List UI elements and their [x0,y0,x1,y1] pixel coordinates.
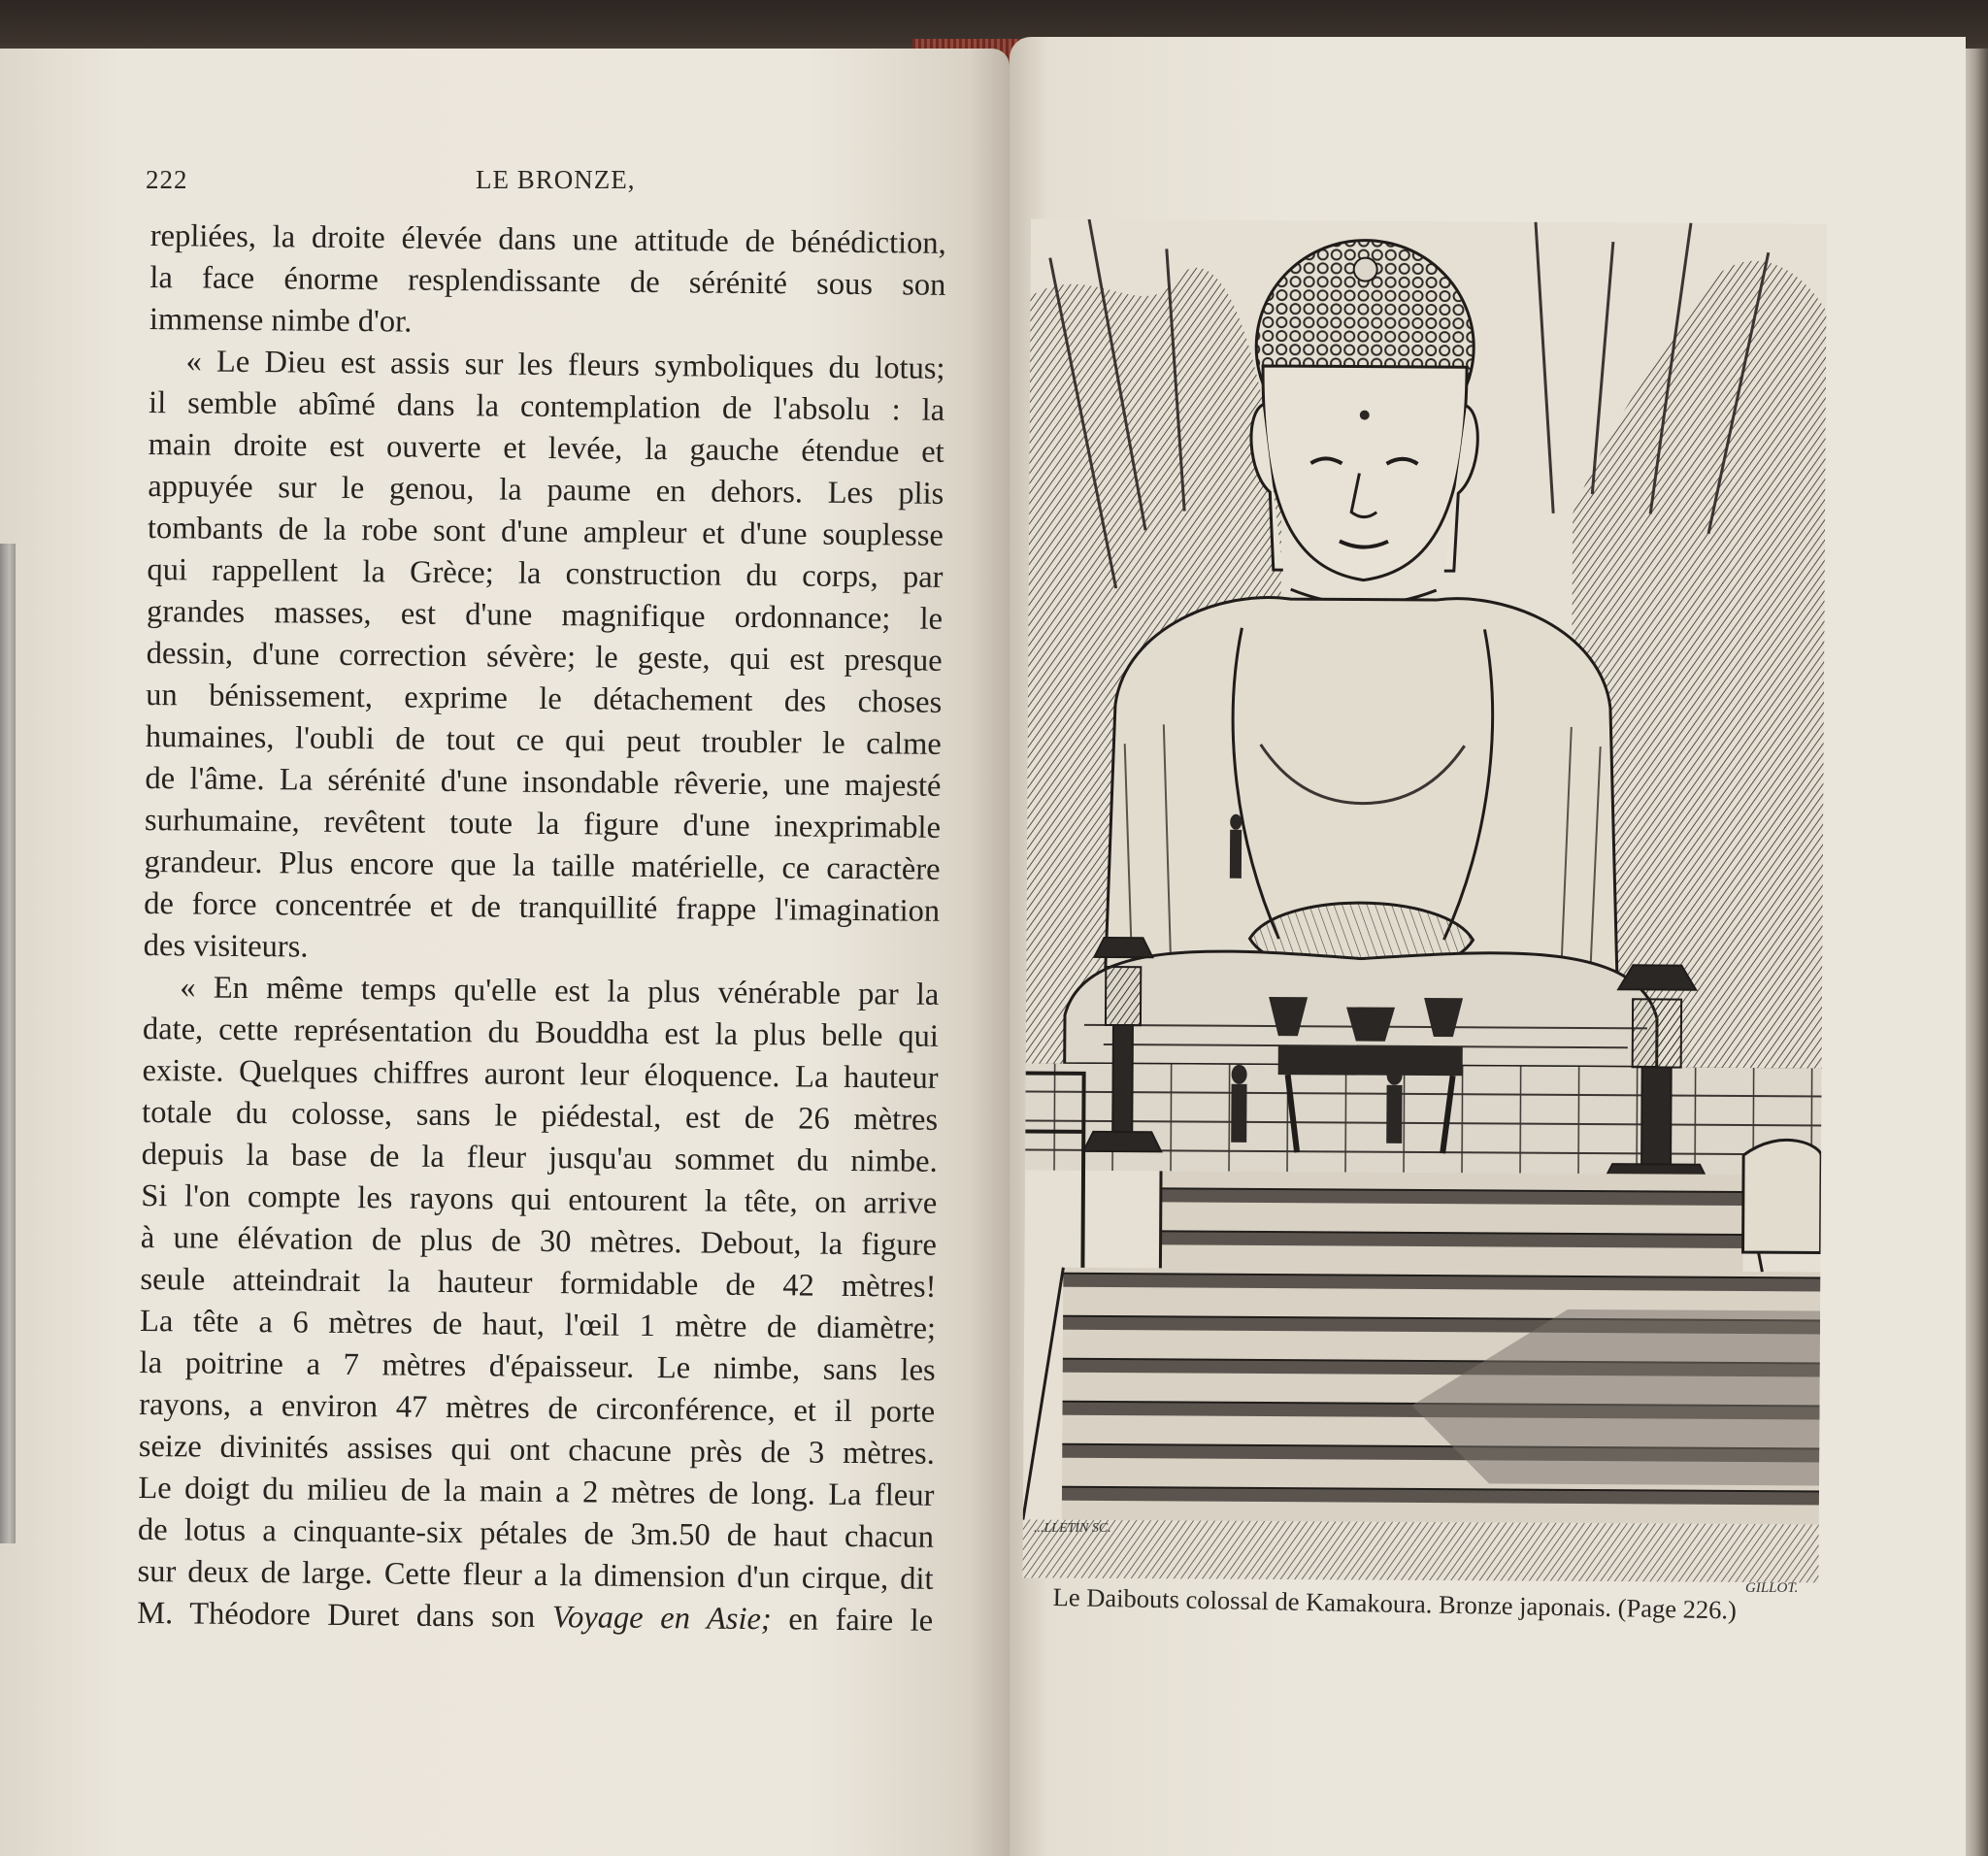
text-line-last [137,1593,933,1642]
text-line: « En même temps qu'elle est la plus vénérable par la [180,970,940,1012]
text-line: il semble abîmé dans la contemplation de l'absolu : la [148,384,945,428]
text-line: Si l'on compte les rayons qui entourent la tête, on arrive [141,1177,938,1221]
text-line: Le doigt du milieu de la main a 2 mètres de long. La fleur [138,1470,935,1513]
figure-caption: Le Daibouts colossal de Kamakoura. Bronze japonais. (Page 226.) [1052,1582,1738,1625]
text-line: dessin, d'une correction sévère; le geste, qui est presque [146,635,943,679]
text-line: existe. Quelques chiffres auront leur éloquence. La hauteur [142,1052,939,1096]
text-line: « Le Dieu est assis sur les fleurs symboliques du lotus; [185,344,945,386]
text-line: La tête a 6 mètres de haut, l'œil 1 mètre de diamètre; [139,1303,937,1346]
body-text [137,215,946,1642]
text-line: un bénissement, exprime le détachement des choses [146,677,943,720]
text-line: main droite est ouverte et levée, la gauche étendue et [148,426,944,470]
text-line: immense nimbe d'or. [149,301,413,340]
text-line: à une élévation de plus de 30 mètres. Debout, la figure [140,1219,938,1263]
text-fragment: en faire le [788,1602,934,1639]
running-head-title: LE BRONZE, [476,165,636,194]
text-line: humaines, l'oubli de tout ce qui peut troubler le calme [145,718,942,762]
text-line: appuyée sur le genou, la paume en dehors. Les plis [148,468,944,512]
italic-title: Voyage en Asie; [551,1600,772,1638]
illustration-daibutsu [1022,218,1827,1582]
text-line: la poitrine a 7 mètres d'épaisseur. Le nimbe, sans les [139,1344,936,1388]
text-line: des visiteurs. [143,927,309,965]
engraver-signature: ...LLETIN SC. [1034,1521,1111,1536]
text-line: grandes masses, est d'une magnifique ordonnance; le [146,593,944,637]
text-line: grandeur. Plus encore que la taille matérielle, ce caractère [144,844,941,887]
running-head [146,165,951,204]
printer-signature: GILLOT. [1745,1580,1799,1596]
text-line: seule atteindrait la hauteur formidable de 42 mètres! [140,1261,937,1305]
text-fragment: M. Théodore Duret dans son [137,1595,536,1635]
text-line: surhumaine, revêtent toute la figure d'une inexprimable [144,802,942,845]
text-line: la face énorme resplendissante de sérénité sous son [149,259,946,303]
text-line: depuis la base de la fleur jusqu'au sommet du nimbe. [141,1136,938,1179]
engraving-image [1022,218,1827,1582]
text-line: tombants de la robe sont d'une ampleur et d'une souplesse [147,510,944,553]
text-line: seize divinités assises qui ont chacune près de 3 mètres. [138,1428,935,1472]
text-line: repliées, la droite élevée dans une attitude de bénédiction, [149,217,946,261]
text-line: de l'âme. La sérénité d'une insondable rêverie, une majesté [145,760,942,804]
page-number: 222 [146,165,188,194]
text-line: date, cette représentation du Bouddha est la plus belle qui [142,1011,940,1054]
bookmark-strip [0,544,16,1543]
text-line: qui rappellent la Grèce; la construction du corps, par [147,551,944,595]
text-line: sur deux de large. Cette fleur a la dimension d'un cirque, dit [137,1553,934,1597]
text-line: totale du colosse, sans le piédestal, est de 26 mètres [141,1094,939,1138]
text-line: rayons, a environ 47 mètres de circonférence, et il porte [139,1386,936,1430]
text-line: de force concentrée et de tranquillité frappe l'imagination [144,885,941,929]
text-line: de lotus a cinquante-six pétales de 3m.50 de haut chacun [137,1511,935,1555]
